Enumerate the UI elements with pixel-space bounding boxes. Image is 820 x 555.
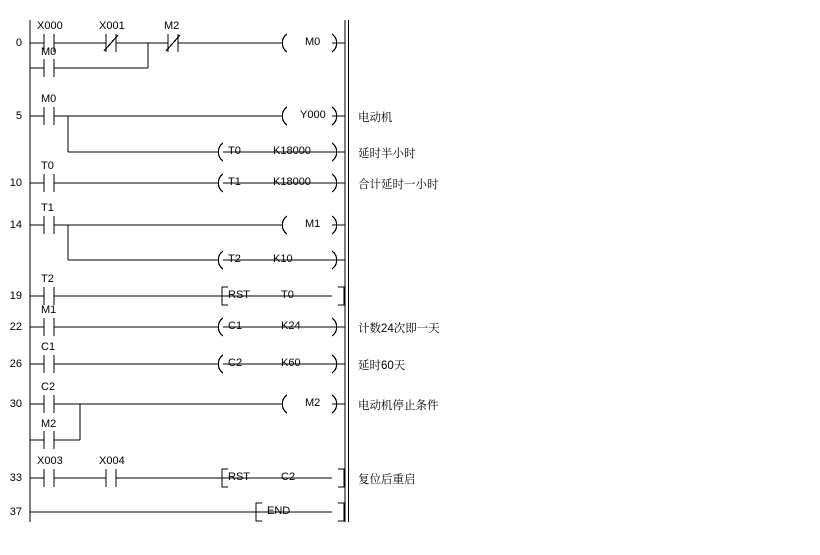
comment-motor-stop-condition: 电动机停止条件: [358, 400, 439, 412]
label-m2-rung0: M2: [164, 20, 180, 32]
label-m1-coil: M1: [305, 218, 321, 230]
label-m2-coil: M2: [305, 397, 321, 409]
label-t1-timer: T1: [228, 176, 241, 188]
contact-x001: [98, 34, 160, 52]
step-address-19: 19: [9, 290, 22, 302]
step-address-33: 33: [9, 472, 22, 484]
step-address-10: 10: [9, 177, 22, 189]
contact-x004: [98, 469, 222, 487]
contact-m2-rung0: [160, 34, 283, 52]
label-rst-operand-c2: C2: [281, 471, 296, 483]
label-y000-coil: Y000: [300, 109, 326, 121]
label-x001: X001: [99, 20, 125, 32]
contact-m0-rung5: [36, 107, 283, 125]
label-c1-counter: C1: [228, 320, 243, 332]
label-m0-rung5: M0: [41, 93, 57, 105]
label-c2-counter: C2: [228, 357, 243, 369]
comment-delay-60-days: 延时60天: [358, 360, 406, 372]
label-c1-contact: C1: [41, 341, 56, 353]
comment-motor: 电动机: [358, 112, 393, 124]
label-t2-contact: T2: [41, 273, 54, 285]
label-t2-timer: T2: [228, 253, 241, 265]
label-m0-branch-rung0: M0: [41, 46, 57, 58]
label-x000: X000: [37, 20, 63, 32]
contact-x003: [36, 469, 98, 487]
label-t1-contact: T1: [41, 202, 54, 214]
label-m1-contact: M1: [41, 304, 57, 316]
label-x004: X004: [99, 455, 125, 467]
label-k18000-t1: K18000: [273, 176, 311, 188]
comment-count-24-per-day: 计数24次即一天: [358, 323, 440, 335]
step-address-5: 5: [15, 110, 22, 122]
step-address-22: 22: [9, 321, 22, 333]
label-rst-operand-t0: T0: [281, 289, 294, 301]
step-address-26: 26: [9, 358, 22, 370]
comment-restart-after-reset: 复位后重启: [358, 474, 416, 486]
label-t0-timer: T0: [228, 145, 241, 157]
label-k60-c2: K60: [281, 357, 301, 369]
label-k24-c1: K24: [281, 320, 301, 332]
contact-t1: [36, 216, 283, 234]
contact-c2: [36, 395, 283, 413]
label-m2-branch: M2: [41, 418, 57, 430]
label-end-instruction: END: [267, 505, 291, 517]
contact-t2: [36, 287, 222, 305]
contact-m1: [36, 318, 219, 336]
comment-total-one-hour: 合计延时一小时: [358, 179, 439, 191]
step-address-30: 30: [9, 398, 22, 410]
label-t0-contact: T0: [41, 160, 54, 172]
contact-t0: [36, 174, 219, 192]
step-address-37: 37: [9, 506, 22, 518]
step-address-14: 14: [9, 219, 22, 231]
label-k10-t2: K10: [273, 253, 293, 265]
label-rst-rung33: RST: [228, 471, 250, 483]
comment-half-hour-delay: 延时半小时: [358, 148, 416, 160]
label-m0-coil-rung0: M0: [305, 36, 321, 48]
label-x003: X003: [37, 455, 63, 467]
label-rst-rung19: RST: [228, 289, 250, 301]
label-k18000-t0: K18000: [273, 145, 311, 157]
label-c2-contact: C2: [41, 381, 56, 393]
contact-c1: [36, 355, 219, 373]
step-address-0: 0: [15, 37, 22, 49]
